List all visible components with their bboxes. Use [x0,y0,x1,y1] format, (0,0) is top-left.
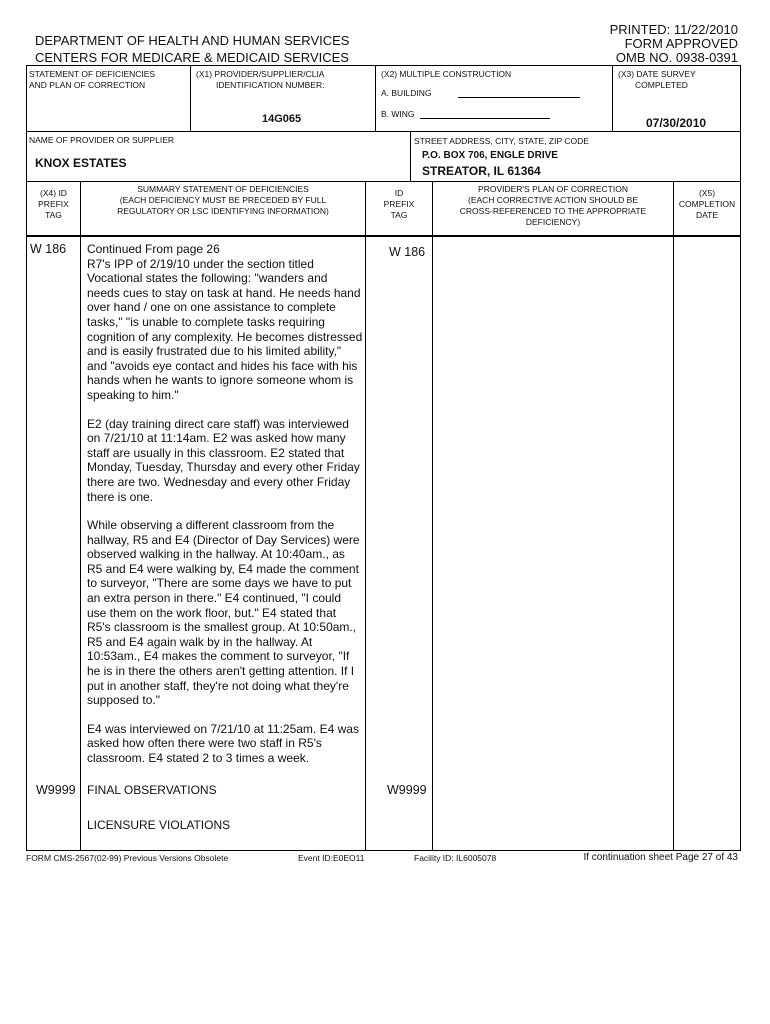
facility-id: Facility ID: IL6005078 [414,853,497,863]
col-divider-3 [432,181,433,851]
row-divider-2 [26,181,740,182]
col-divider-4 [673,181,674,851]
plan-header-line-3: CROSS-REFERENCED TO THE APPROPRIATE [459,206,647,216]
paragraph-3: While observing a different classroom from the hallway, R5 and E4 (Director of Day Services) were observed walking in the hallway. At 10:40am., as R5 and E4 were walking by, E4 made the comment to surveyor, "There are some days we have to put an extra person in there." E4 continued, "I could use them on the work floor, but." E4 stated that R5's classroom is the smallest group. At 10:50am., R5 and E4 again walk by in the hallway. At 10:53am., E4 makes the comment to surveyor, "If he is in there the others aren't getting attention. If I put in another staff, they're not doing what they're supposed to." [87,518,360,708]
wing-label: B. WING [381,109,415,119]
id-header [366,188,432,221]
final-observations: FINAL OBSERVATIONS [87,783,217,797]
x5-header-line-1: (X5) [698,188,716,198]
provider-id-value: 14G065 [262,113,302,125]
deficiency-text [87,242,363,766]
continued-line: Continued From page 26 [87,242,220,256]
tag-w186-right: W 186 [389,245,426,259]
building-label: A. BUILDING [381,88,432,98]
licensure-violations: LICENSURE VIOLATIONS [87,818,231,832]
divider-x2 [375,65,376,132]
col-divider-2 [365,181,366,851]
paragraph-4: E4 was interviewed on 7/21/10 at 11:25am. E4 was asked how often there were two staff in R5's classroom. E4 stated 2 to 3 times a week. [87,721,359,765]
paragraph-2: E2 (day training direct care staff) was interviewed on 7/21/10 at 11:14am. E2 was asked how many staff are usually in this classroom. E2 stated that Monday, Tuesday, Thursday and every other Friday there are two. Wednesday and every other Friday there is one. [87,416,360,504]
x5-header-line-3: DATE [695,210,719,220]
building-underline [458,97,580,98]
id-header-line-2: PREFIX [383,199,415,209]
summary-header-line-2: (EACH DEFICIENCY MUST BE PRECEDED BY FULL [119,195,327,205]
x4-header-line-2: PREFIX [38,199,69,209]
x2-label: (X2) MULTIPLE CONSTRUCTION [381,69,512,79]
wing-underline [420,118,550,119]
plan-header-line-1: PROVIDER'S PLAN OF CORRECTION [478,184,628,194]
summary-header-line-3: REGULATORY OR LSC IDENTIFYING INFORMATION) [117,206,329,216]
statement-label-1: STATEMENT OF DEFICIENCIES [29,69,156,79]
x4-header [27,188,80,221]
divider-address [410,131,411,182]
col-divider-1 [80,181,81,851]
address-line-2: STREATOR, IL 61364 [422,164,541,178]
id-header-line-1: ID [394,188,404,198]
x5-header-line-2: COMPLETION [678,199,736,209]
printed-date: PRINTED: 11/22/2010 [609,22,738,37]
form-number: FORM CMS-2567(02-99) Previous Versions Obsolete [26,853,229,863]
row-divider-1 [26,131,740,132]
continuation-sheet: If continuation sheet Page 27 of 43 [583,852,738,863]
divider-x1 [190,65,191,132]
event-id: Event ID:E0EO11 [298,853,365,863]
department-title: DEPARTMENT OF HEALTH AND HUMAN SERVICES [35,33,350,48]
summary-header-line-1: SUMMARY STATEMENT OF DEFICIENCIES [137,184,309,194]
address-line-1: P.O. BOX 706, ENGLE DRIVE [422,150,558,161]
provider-name: KNOX ESTATES [35,156,127,170]
plan-header [433,184,673,228]
x4-header-line-1: (X4) ID [40,188,67,198]
box-bottom-border [26,850,740,851]
survey-date-value: 07/30/2010 [646,116,707,130]
x5-header [674,188,740,221]
x3-label-1: (X3) DATE SURVEY [618,69,696,79]
x1-label-2: IDENTIFICATION NUMBER: [216,80,325,90]
box-right-border [740,65,741,851]
divider-x3 [612,65,613,132]
body-left-border [26,236,27,851]
provider-name-label: NAME OF PROVIDER OR SUPPLIER [29,135,174,145]
x3-label-2: COMPLETED [635,80,688,90]
form-approved: FORM APPROVED [624,36,738,51]
column-header-bottom [26,235,740,237]
address-label: STREET ADDRESS, CITY, STATE, ZIP CODE [414,136,589,146]
tag-w9999-right: W9999 [387,783,427,797]
plan-header-line-2: (EACH CORRECTIVE ACTION SHOULD BE [467,195,639,205]
x4-header-line-3: TAG [45,210,62,220]
id-header-line-3: TAG [390,210,408,220]
paragraph-1: R7's IPP of 2/19/10 under the section titled Vocational states the following: "wanders and needs cues to stay on task at hand. He needs hand over hand / one on one assistance to complete tasks," "is unable to complete tasks requiring cognition of any complexity. He becomes distressed and is easily frustrated due to his limited ability," and "avoids eye contact and hides his face with his hands when he wants to ignore someone whom is speaking to him." [87,256,363,402]
summary-header [81,184,365,217]
plan-header-line-4: DEFICIENCY) [525,217,581,227]
statement-label-2: AND PLAN OF CORRECTION [29,80,146,90]
tag-w186: W 186 [30,242,67,256]
tag-w9999: W9999 [36,783,76,797]
box-top-border [26,65,740,66]
omb-number: OMB NO. 0938-0391 [615,50,738,65]
centers-title: CENTERS FOR MEDICARE & MEDICAID SERVICES [35,50,349,65]
x1-label-1: (X1) PROVIDER/SUPPLIER/CLIA [196,69,325,79]
